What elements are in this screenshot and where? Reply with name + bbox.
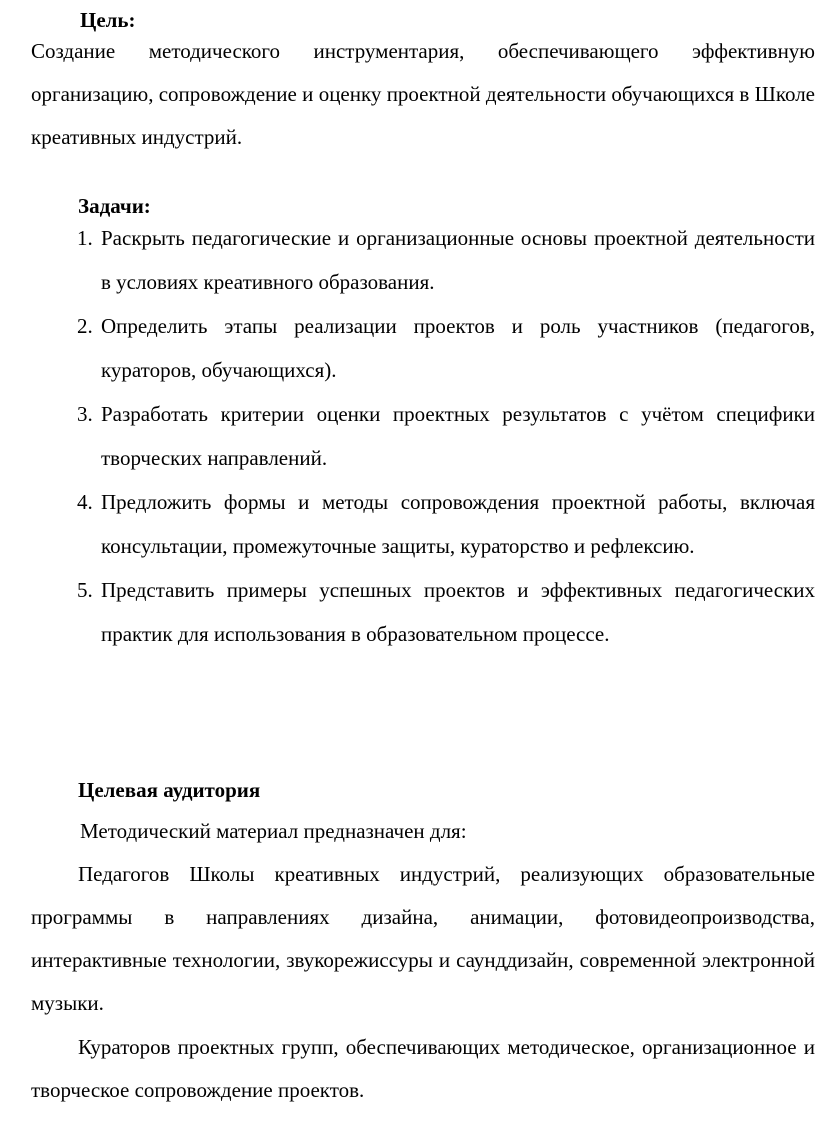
audience-paragraph-2: Кураторов проектных групп, обеспечивающих методическое, организационное и творческое сопровождение проектов. [31, 1035, 815, 1102]
list-item-text: Раскрыть педагогические и организационные основы проектной деятельности в условиях креативного образования. [101, 226, 815, 294]
list-item-text: Предложить формы и методы сопровождения проектной работы, включая консультации, промежуточные защиты, кураторство и рефлексию. [101, 490, 815, 558]
list-item-number: 2. [77, 314, 93, 338]
audience-heading: Целевая аудитория [78, 778, 261, 802]
goal-heading: Цель: [80, 8, 136, 32]
list-item-text: Разработать критерии оценки проектных результатов с учётом специфики творческих направлений. [101, 402, 815, 470]
list-item [77, 304, 815, 392]
audience-intro: Методический материал предназначен для: [80, 819, 467, 843]
list-item-text: Определить этапы реализации проектов и роль участников (педагогов, кураторов, обучающихся). [101, 314, 815, 382]
list-item-number: 3. [77, 402, 93, 426]
list-item-text: Представить примеры успешных проектов и эффективных педагогических практик для использования в образовательном процессе. [101, 578, 815, 646]
list-item [77, 568, 815, 656]
list-item-number: 1. [77, 226, 93, 250]
list-item [77, 216, 815, 304]
list-item-number: 4. [77, 490, 93, 514]
audience-paragraph-1: Педагогов Школы креативных индустрий, реализующих образовательные программы в направлениях дизайна, анимации, фотовидеопроизводства, интерактивные технологии, звукорежиссуры и саунддизайн, современной электронной музыки. [31, 862, 815, 1015]
list-item [77, 392, 815, 480]
tasks-heading: Задачи: [78, 194, 151, 218]
goal-text: Создание методического инструментария, обеспечивающего эффективную организацию, сопровождение и оценку проектной деятельности обучающихся в Школе креативных индустрий. [31, 39, 815, 149]
list-item [77, 480, 815, 568]
tasks-list [77, 216, 815, 656]
list-item-number: 5. [77, 578, 93, 602]
